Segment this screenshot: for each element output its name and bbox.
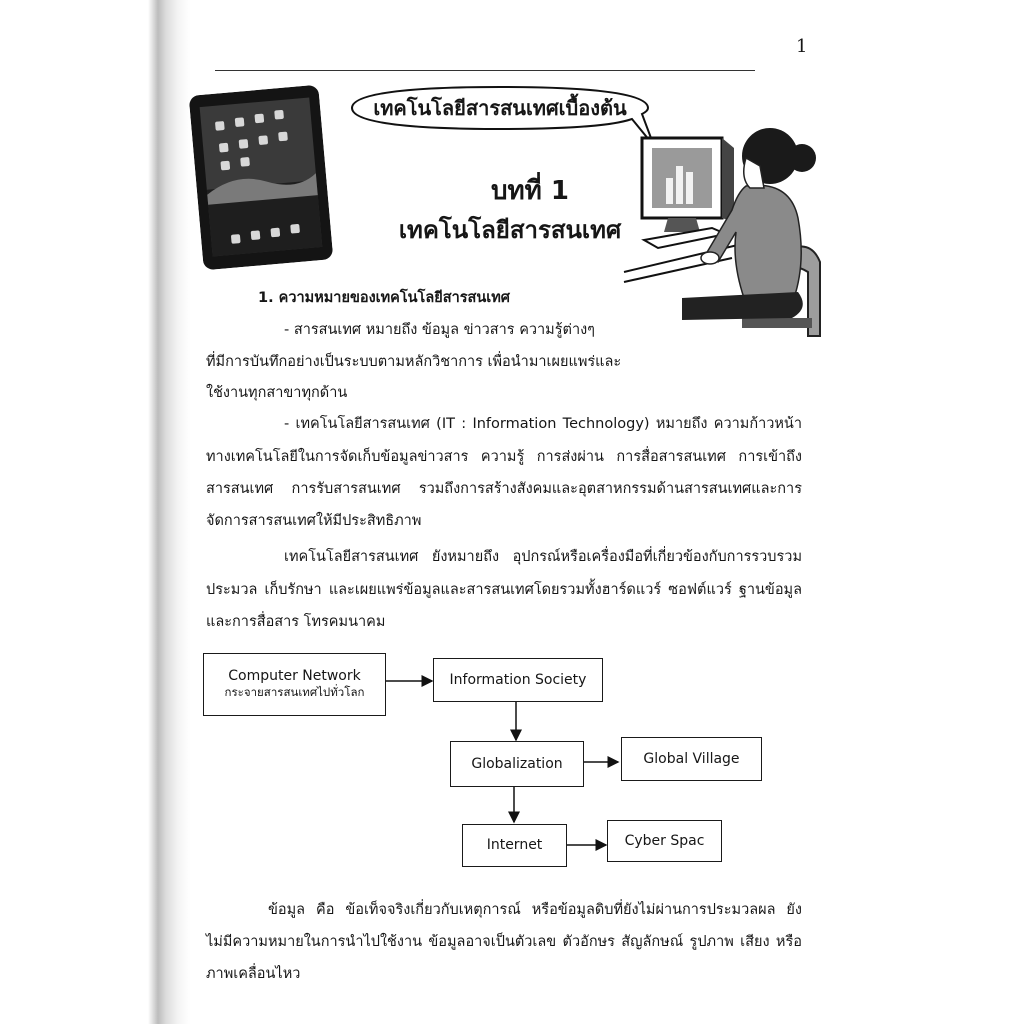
paragraph-line: - สารสนเทศ หมายถึง ข้อมูล ข่าวสาร ความรู้ต่างๆ — [284, 322, 595, 338]
box-information-society-label: Information Society — [449, 672, 587, 688]
box-computer-network — [203, 653, 386, 716]
box-cyber-space — [607, 820, 722, 862]
paragraph-line: ข้อมูล คือ ข้อเท็จจริงเกี่ยวกับเหตุการณ์ หรือข้อมูลดิบที่ยังไม่ผ่านการประมวลผล ยัง — [268, 902, 802, 918]
chapter-title: เทคโนโลยีสารสนเทศ — [398, 216, 622, 244]
box-internet-label: Internet — [486, 837, 543, 853]
box-information-society — [433, 658, 603, 702]
box-global-village-label: Global Village — [643, 751, 740, 767]
section-heading: 1. ความหมายของเทคโนโลยีสารสนเทศ — [258, 290, 510, 306]
box-global-village — [621, 737, 762, 781]
paragraph-line: จัดการสารสนเทศให้มีประสิทธิภาพ — [206, 513, 422, 529]
paragraph-line: ใช้งานทุกสาขาทุกด้าน — [206, 385, 348, 401]
paragraph-line: - เทคโนโลยีสารสนเทศ (IT : Information Technology) หมายถึง ความก้าวหน้า — [284, 416, 802, 432]
box-globalization-label: Globalization — [471, 756, 563, 772]
box-computer-network-sublabel: กระจายสารสนเทศไปทั่วโลก — [224, 685, 365, 699]
paragraph-line: ไม่มีความหมายในการนำไปใช้งาน ข้อมูลอาจเป็นตัวเลข ตัวอักษร สัญลักษณ์ รูปภาพ เสียง หรือ — [206, 934, 802, 950]
paragraph-line: ประมวล เก็บรักษา และเผยแพร่ข้อมูลและสารสนเทศโดยรวมทั้งฮาร์ดแวร์ ซอฟต์แวร์ ฐานข้อมูล — [206, 582, 802, 598]
chapter-number: บทที่ 1 — [491, 176, 569, 206]
box-globalization — [450, 741, 584, 787]
paragraph-line: ที่มีการบันทึกอย่างเป็นระบบตามหลักวิชาการ เพื่อนำมาเผยแพร่และ — [206, 354, 622, 370]
paragraph-line: ทางเทคโนโลยีในการจัดเก็บข้อมูลข่าวสาร ความรู้ การส่งผ่าน การสื่อสารสนเทศ การเข้าถึง — [206, 449, 802, 465]
box-computer-network-label: Computer Network — [228, 668, 361, 684]
paragraph-line: ภาพเคลื่อนไหว — [206, 966, 301, 982]
paragraph-line: สารสนเทศ การรับสารสนเทศ รวมถึงการสร้างสังคมและอุตสาหกรรมด้านสารสนเทศและการ — [206, 481, 802, 497]
box-cyber-space-label: Cyber Spac — [624, 833, 705, 849]
page-number: 1 — [796, 36, 808, 57]
paragraph-line: และการสื่อสาร โทรคมนาคม — [206, 614, 386, 630]
box-internet — [462, 824, 567, 867]
speech-bubble-title: เทคโนโลยีสารสนเทศเบื้องต้น — [373, 96, 627, 120]
paragraph-line: เทคโนโลยีสารสนเทศ ยังหมายถึง อุปกรณ์หรือเครื่องมือที่เกี่ยวข้องกับการรวบรวม — [284, 549, 802, 565]
